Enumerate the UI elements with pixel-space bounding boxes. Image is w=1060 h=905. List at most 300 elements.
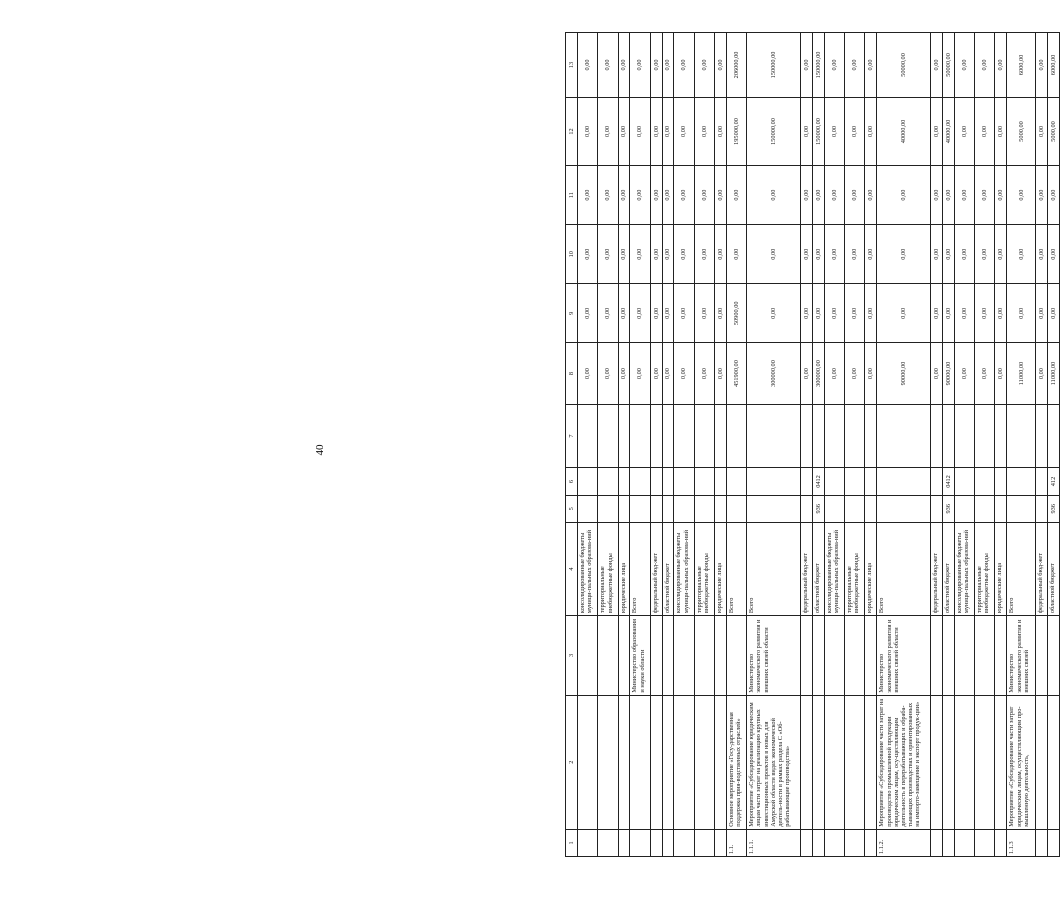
code-rzpr-cell: 0412 [943, 468, 955, 495]
year-2018-cell: 150000,00 [812, 33, 824, 98]
measure-name-cell: Основное мероприятие «Госу-дарственная поддержка прия-водственных отраслей» [726, 695, 746, 829]
year-2018-cell: 206000,00 [726, 33, 746, 98]
year-2018-cell: 0,00 [1036, 33, 1048, 98]
year-2016-cell: 0,00 [812, 166, 824, 225]
code-csr-cell [726, 404, 746, 468]
year-2016-cell: 0,00 [877, 166, 931, 225]
code-rzpr-cell: 412 [1047, 468, 1059, 495]
row-number-cell [1036, 829, 1048, 856]
year-2015-cell: 0,00 [801, 225, 813, 284]
responsible-cell [578, 616, 598, 696]
row-number-cell [865, 829, 877, 856]
row-number-cell [674, 829, 694, 856]
funding-source-cell: консолидированные бюджеты муници-пальных образова-ний [824, 522, 844, 615]
year-2016-cell: 0,00 [975, 166, 995, 225]
code-rzpr-cell [662, 468, 674, 495]
funding-source-cell: территориальные внебюджетные фонды [694, 522, 714, 615]
year-2016-cell: 0,00 [824, 166, 844, 225]
sum-total-cell: 0,00 [630, 343, 650, 404]
col-header: 9 [566, 284, 578, 343]
code-rzpr-cell [630, 468, 650, 495]
col-header: 4 [566, 522, 578, 615]
code-csr-cell [1047, 404, 1059, 468]
row-number-cell: 1.1. [726, 829, 746, 856]
year-2014-cell: 0,00 [954, 284, 974, 343]
measure-name-cell [931, 695, 943, 829]
funding-source-cell: территориальные внебюджетные фонды [845, 522, 865, 615]
year-2018-cell: 0,00 [801, 33, 813, 98]
code-grbs-cell [801, 495, 813, 522]
year-2015-cell: 0,00 [747, 225, 801, 284]
responsible-cell: Министерство экономического развития и внешних связей [1007, 616, 1036, 696]
year-2014-cell: 0,00 [931, 284, 943, 343]
col-header: 12 [566, 97, 578, 165]
rotated-table-wrapper [565, 32, 1060, 857]
code-grbs-cell: 936 [812, 495, 824, 522]
code-rzpr-cell: 0412 [812, 468, 824, 495]
year-2018-cell: 0,00 [630, 33, 650, 98]
year-2018-cell: 0,00 [618, 33, 630, 98]
funding-source-cell: территориальные внебюджетные фонды [598, 522, 618, 615]
code-csr-cell [674, 404, 694, 468]
code-grbs-cell [1036, 495, 1048, 522]
year-2016-cell: 0,00 [726, 166, 746, 225]
col-header: 2 [566, 695, 578, 829]
year-2018-cell: 0,00 [931, 33, 943, 98]
measure-name-cell [598, 695, 618, 829]
measure-name-cell [975, 695, 995, 829]
code-rzpr-cell [877, 468, 931, 495]
year-2014-cell: 0,00 [747, 284, 801, 343]
code-csr-cell [931, 404, 943, 468]
year-2018-cell: 0,00 [824, 33, 844, 98]
year-2015-cell: 0,00 [598, 225, 618, 284]
year-2017-cell: 0,00 [715, 97, 727, 165]
code-csr-cell [824, 404, 844, 468]
year-2014-cell: 0,00 [845, 284, 865, 343]
year-2015-cell: 0,00 [674, 225, 694, 284]
measure-name-cell [1036, 695, 1048, 829]
code-rzpr-cell [1036, 468, 1048, 495]
code-csr-cell [747, 404, 801, 468]
year-2016-cell: 0,00 [845, 166, 865, 225]
year-2014-cell: 0,00 [598, 284, 618, 343]
year-2017-cell: 0,00 [662, 97, 674, 165]
code-grbs-cell [954, 495, 974, 522]
sum-total-cell: 0,00 [1036, 343, 1048, 404]
funding-source-cell: федеральный бюд-жет [801, 522, 813, 615]
responsible-cell [650, 616, 662, 696]
responsible-cell [801, 616, 813, 696]
code-rzpr-cell [650, 468, 662, 495]
col-header: 3 [566, 616, 578, 696]
responsible-cell [694, 616, 714, 696]
sum-total-cell: 0,00 [662, 343, 674, 404]
year-2015-cell: 0,00 [630, 225, 650, 284]
year-2014-cell: 0,00 [801, 284, 813, 343]
year-2016-cell: 0,00 [747, 166, 801, 225]
measure-name-cell [954, 695, 974, 829]
year-2017-cell: 0,00 [865, 97, 877, 165]
year-2017-cell: 40000,00 [877, 97, 931, 165]
row-number-cell [812, 829, 824, 856]
measure-name-cell [812, 695, 824, 829]
year-2016-cell: 0,00 [715, 166, 727, 225]
table-row [1007, 33, 1036, 857]
row-number-cell [943, 829, 955, 856]
table-row [726, 33, 746, 857]
row-number-cell [715, 829, 727, 856]
year-2014-cell: 0,00 [715, 284, 727, 343]
year-2018-cell: 6000,00 [1047, 33, 1059, 98]
code-rzpr-cell [747, 468, 801, 495]
responsible-cell: Министерство образования и науки области [630, 616, 650, 696]
year-2017-cell: 0,00 [630, 97, 650, 165]
row-number-cell [598, 829, 618, 856]
code-csr-cell [954, 404, 974, 468]
year-2018-cell: 0,00 [954, 33, 974, 98]
sum-total-cell: 0,00 [931, 343, 943, 404]
year-2015-cell: 0,00 [812, 225, 824, 284]
year-2018-cell: 0,00 [578, 33, 598, 98]
year-2016-cell: 0,00 [618, 166, 630, 225]
funding-source-cell: консолидированные бюджеты муници-пальных образова-ний [674, 522, 694, 615]
measure-name-cell [824, 695, 844, 829]
row-number-cell [578, 829, 598, 856]
year-2018-cell: 0,00 [975, 33, 995, 98]
table-row [694, 33, 714, 857]
code-rzpr-cell [931, 468, 943, 495]
code-grbs-cell [715, 495, 727, 522]
table-row [931, 33, 943, 857]
year-2017-cell: 0,00 [954, 97, 974, 165]
year-2018-cell: 0,00 [715, 33, 727, 98]
code-grbs-cell [865, 495, 877, 522]
funding-source-cell: федеральный бюд-жет [650, 522, 662, 615]
year-2014-cell: 0,00 [812, 284, 824, 343]
column-number-row [566, 33, 578, 857]
year-2014-cell: 0,00 [943, 284, 955, 343]
year-2016-cell: 0,00 [995, 166, 1007, 225]
year-2017-cell: 5000,00 [1047, 97, 1059, 165]
table-row [845, 33, 865, 857]
year-2015-cell: 0,00 [975, 225, 995, 284]
row-number-cell: 1.1.2. [877, 829, 931, 856]
table-row [650, 33, 662, 857]
table-row [630, 33, 650, 857]
code-grbs-cell [877, 495, 931, 522]
table-row [801, 33, 813, 857]
sum-total-cell: 90000,00 [877, 343, 931, 404]
code-csr-cell [943, 404, 955, 468]
measure-name-cell [630, 695, 650, 829]
year-2017-cell: 0,00 [674, 97, 694, 165]
year-2014-cell: 0,00 [1047, 284, 1059, 343]
col-header: 6 [566, 468, 578, 495]
col-header: 7 [566, 404, 578, 468]
sum-total-cell: 0,00 [995, 343, 1007, 404]
code-rzpr-cell [1007, 468, 1036, 495]
measure-name-cell [845, 695, 865, 829]
code-grbs-cell [975, 495, 995, 522]
responsible-cell [995, 616, 1007, 696]
sum-total-cell: 0,00 [674, 343, 694, 404]
responsible-cell [662, 616, 674, 696]
year-2014-cell: 0,00 [1036, 284, 1048, 343]
sum-total-cell: 0,00 [598, 343, 618, 404]
year-2018-cell: 0,00 [674, 33, 694, 98]
responsible-cell [943, 616, 955, 696]
year-2018-cell: 0,00 [995, 33, 1007, 98]
table-row [578, 33, 598, 857]
year-2015-cell: 0,00 [995, 225, 1007, 284]
year-2014-cell: 0,00 [824, 284, 844, 343]
year-2015-cell: 0,00 [715, 225, 727, 284]
funding-source-cell: юридические лица [865, 522, 877, 615]
funding-source-cell: областной бюджет [812, 522, 824, 615]
year-2017-cell: 0,00 [650, 97, 662, 165]
code-rzpr-cell [824, 468, 844, 495]
year-2016-cell: 0,00 [931, 166, 943, 225]
year-2018-cell: 0,00 [694, 33, 714, 98]
funding-source-cell: федеральный бюд-жет [931, 522, 943, 615]
table-row [598, 33, 618, 857]
funding-source-cell: Всего [877, 522, 931, 615]
sum-total-cell: 0,00 [715, 343, 727, 404]
year-2014-cell: 0,00 [995, 284, 1007, 343]
table-row [1036, 33, 1048, 857]
responsible-cell [1036, 616, 1048, 696]
col-header: 8 [566, 343, 578, 404]
sum-total-cell: 300000,00 [812, 343, 824, 404]
code-grbs-cell [630, 495, 650, 522]
year-2015-cell: 0,00 [726, 225, 746, 284]
measure-name-cell: Мероприятие «Субсидирование части затрат юридическим лицам, осуществляющим про-мышленную деятельность, [1007, 695, 1036, 829]
code-grbs-cell [1007, 495, 1036, 522]
code-grbs-cell [931, 495, 943, 522]
table-row [618, 33, 630, 857]
year-2016-cell: 0,00 [578, 166, 598, 225]
table-row [954, 33, 974, 857]
table-row [1047, 33, 1059, 857]
row-number-cell [954, 829, 974, 856]
measure-name-cell [1047, 695, 1059, 829]
row-number-cell [931, 829, 943, 856]
sum-total-cell: 11000,00 [1047, 343, 1059, 404]
year-2016-cell: 0,00 [1007, 166, 1036, 225]
responsible-cell: Министерство экономического развития и внешних связей области [877, 616, 931, 696]
code-rzpr-cell [715, 468, 727, 495]
row-number-cell [975, 829, 995, 856]
table-row [812, 33, 824, 857]
code-csr-cell [975, 404, 995, 468]
sum-total-cell: 11000,00 [1007, 343, 1036, 404]
code-rzpr-cell [578, 468, 598, 495]
responsible-cell: Министерство экономического развития и внешних связей области [747, 616, 801, 696]
year-2014-cell: 50900,00 [726, 284, 746, 343]
code-grbs-cell [747, 495, 801, 522]
measure-name-cell [715, 695, 727, 829]
table-row [715, 33, 727, 857]
code-csr-cell [618, 404, 630, 468]
year-2016-cell: 0,00 [650, 166, 662, 225]
table-row [975, 33, 995, 857]
row-number-cell [824, 829, 844, 856]
code-rzpr-cell [865, 468, 877, 495]
measure-name-cell: Мероприятие «Субсидирование части затрат на производство промышленной продукции юридическим лицам, осу-ществляющим деятельность в перерабатывающих и обраба-тывающих производствах и ориентированных на импорто-замещение и экспорт продук-ции» [877, 695, 931, 829]
code-rzpr-cell [954, 468, 974, 495]
year-2015-cell: 0,00 [865, 225, 877, 284]
code-csr-cell [877, 404, 931, 468]
row-number-cell [618, 829, 630, 856]
sum-total-cell: 90000,00 [943, 343, 955, 404]
sum-total-cell: 0,00 [954, 343, 974, 404]
code-csr-cell [630, 404, 650, 468]
year-2016-cell: 0,00 [662, 166, 674, 225]
responsible-cell [954, 616, 974, 696]
year-2015-cell: 0,00 [694, 225, 714, 284]
funding-source-cell: юридические лица [995, 522, 1007, 615]
year-2017-cell: 0,00 [801, 97, 813, 165]
year-2017-cell: 0,00 [1036, 97, 1048, 165]
code-grbs-cell [650, 495, 662, 522]
code-csr-cell [812, 404, 824, 468]
code-grbs-cell [845, 495, 865, 522]
code-grbs-cell [578, 495, 598, 522]
year-2016-cell: 0,00 [1036, 166, 1048, 225]
year-2018-cell: 0,00 [662, 33, 674, 98]
col-header: 13 [566, 33, 578, 98]
year-2018-cell: 150000,00 [747, 33, 801, 98]
code-grbs-cell [824, 495, 844, 522]
year-2016-cell: 0,00 [954, 166, 974, 225]
year-2017-cell: 40000,00 [943, 97, 955, 165]
responsible-cell [715, 616, 727, 696]
year-2018-cell: 50000,00 [943, 33, 955, 98]
year-2017-cell: 0,00 [931, 97, 943, 165]
sum-total-cell: 300000,00 [747, 343, 801, 404]
row-number-cell [801, 829, 813, 856]
code-csr-cell [1036, 404, 1048, 468]
table-row [865, 33, 877, 857]
measure-name-cell [578, 695, 598, 829]
funding-source-cell: областной бюджет [943, 522, 955, 615]
sum-total-cell: 451900,00 [726, 343, 746, 404]
responsible-cell [1047, 616, 1059, 696]
page-number: 40 [314, 444, 326, 456]
year-2015-cell: 0,00 [1036, 225, 1048, 284]
row-number-cell [694, 829, 714, 856]
col-header: 1 [566, 829, 578, 856]
funding-source-cell: юридические лица [715, 522, 727, 615]
year-2015-cell: 0,00 [650, 225, 662, 284]
code-csr-cell [1007, 404, 1036, 468]
col-header: 11 [566, 166, 578, 225]
year-2016-cell: 0,00 [674, 166, 694, 225]
code-grbs-cell: 936 [1047, 495, 1059, 522]
year-2018-cell: 0,00 [650, 33, 662, 98]
year-2017-cell: 5000,00 [1007, 97, 1036, 165]
year-2016-cell: 0,00 [630, 166, 650, 225]
year-2016-cell: 0,00 [865, 166, 877, 225]
year-2015-cell: 0,00 [845, 225, 865, 284]
code-rzpr-cell [674, 468, 694, 495]
table-row [674, 33, 694, 857]
funding-source-cell: Всего [630, 522, 650, 615]
funding-source-cell: территориальные внебюджетные фонды [975, 522, 995, 615]
year-2014-cell: 0,00 [674, 284, 694, 343]
sum-total-cell: 0,00 [578, 343, 598, 404]
code-grbs-cell [694, 495, 714, 522]
code-csr-cell [662, 404, 674, 468]
code-rzpr-cell [726, 468, 746, 495]
table-row [995, 33, 1007, 857]
year-2014-cell: 0,00 [578, 284, 598, 343]
year-2014-cell: 0,00 [618, 284, 630, 343]
year-2016-cell: 0,00 [1047, 166, 1059, 225]
year-2014-cell: 0,00 [662, 284, 674, 343]
year-2016-cell: 0,00 [801, 166, 813, 225]
col-header: 5 [566, 495, 578, 522]
funding-source-cell: Всего [747, 522, 801, 615]
year-2017-cell: 0,00 [598, 97, 618, 165]
responsible-cell [674, 616, 694, 696]
responsible-cell [975, 616, 995, 696]
year-2016-cell: 0,00 [694, 166, 714, 225]
measure-name-cell: Мероприятие «Субсидирование юридическим лицам части затрат на реализацию крупных инвестиционных проектов в новых для Амурской области видах экономической деятель-ности в рамках раздела С «Об-рабатывающие производства» [747, 695, 801, 829]
row-number-cell [630, 829, 650, 856]
code-csr-cell [650, 404, 662, 468]
code-rzpr-cell [801, 468, 813, 495]
code-grbs-cell: 936 [943, 495, 955, 522]
funding-source-cell: Всего [1007, 522, 1036, 615]
year-2017-cell: 150000,00 [812, 97, 824, 165]
measure-name-cell [650, 695, 662, 829]
year-2015-cell: 0,00 [877, 225, 931, 284]
responsible-cell [865, 616, 877, 696]
row-number-cell [1047, 829, 1059, 856]
responsible-cell [931, 616, 943, 696]
code-rzpr-cell [694, 468, 714, 495]
col-header: 10 [566, 225, 578, 284]
code-rzpr-cell [845, 468, 865, 495]
sum-total-cell: 0,00 [824, 343, 844, 404]
year-2015-cell: 0,00 [578, 225, 598, 284]
funding-source-cell: федеральный бюд-жет [1036, 522, 1048, 615]
year-2015-cell: 0,00 [954, 225, 974, 284]
sum-total-cell: 0,00 [865, 343, 877, 404]
table-row [943, 33, 955, 857]
code-csr-cell [694, 404, 714, 468]
year-2017-cell: 0,00 [975, 97, 995, 165]
funding-source-cell: юридические лица [618, 522, 630, 615]
year-2014-cell: 0,00 [975, 284, 995, 343]
code-csr-cell [845, 404, 865, 468]
code-rzpr-cell [975, 468, 995, 495]
code-csr-cell [715, 404, 727, 468]
responsible-cell [845, 616, 865, 696]
table-row [824, 33, 844, 857]
table-row [662, 33, 674, 857]
code-rzpr-cell [598, 468, 618, 495]
funding-source-cell: консолидированные бюджеты муници-пальных образова-ний [578, 522, 598, 615]
code-rzpr-cell [618, 468, 630, 495]
year-2018-cell: 0,00 [598, 33, 618, 98]
code-grbs-cell [995, 495, 1007, 522]
funding-source-cell: Всего [726, 522, 746, 615]
sum-total-cell: 0,00 [845, 343, 865, 404]
measure-name-cell [618, 695, 630, 829]
